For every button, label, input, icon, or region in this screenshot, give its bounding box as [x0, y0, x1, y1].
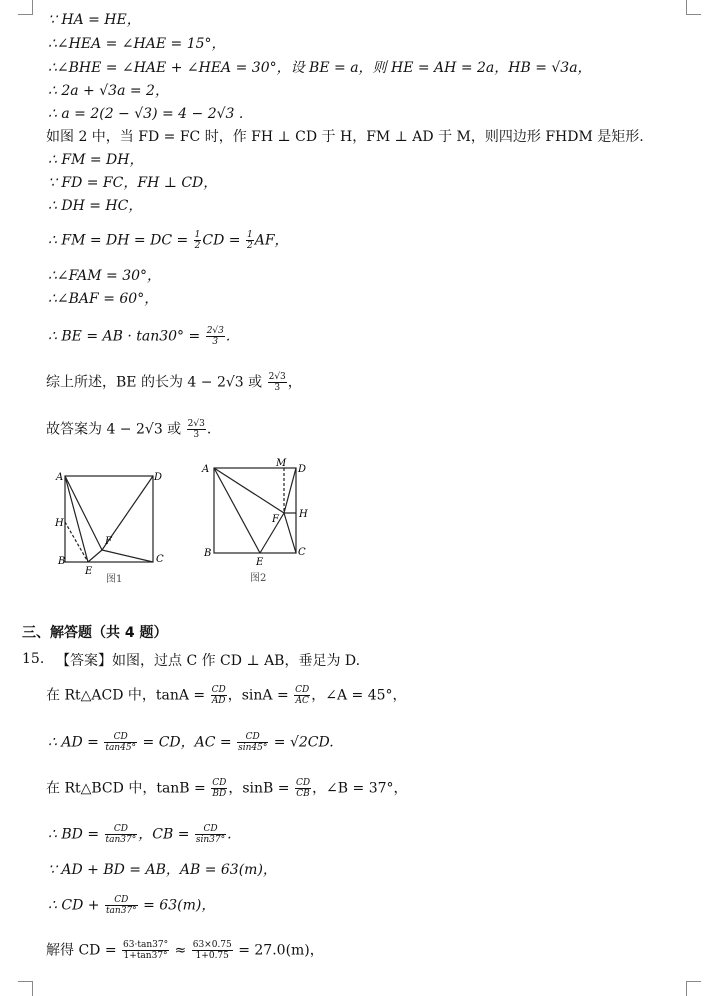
solution-line: ∴ a = 2(2 − √3) = 4 − 2√3 . — [48, 106, 244, 122]
text-segment: . — [227, 826, 232, 843]
solution-line: ∴∠BAF = 60°， — [48, 291, 159, 307]
solution-line: 如图 2 中，当 FD = FC 时，作 FH ⊥ CD 于 H，FM ⊥ AD 于 M，则四边形 FHDM 是矩形. — [46, 129, 644, 145]
solution-line: ∴∠HEA = ∠HAE = 15°， — [48, 36, 226, 52]
text-segment: ，∠B = 37°， — [312, 780, 408, 797]
fraction-numerator: CD — [212, 778, 227, 788]
vertex-label: D — [154, 472, 163, 483]
fraction-numerator: 1 — [246, 230, 253, 240]
solution-line — [46, 419, 211, 440]
vertex-label: M — [276, 458, 287, 469]
fraction-numerator: 2√3 — [206, 326, 224, 336]
fraction — [195, 824, 226, 845]
fraction-denominator: tan45° — [105, 743, 137, 753]
fraction-denominator: sin45° — [238, 743, 268, 753]
fraction-denominator: 3 — [212, 337, 219, 347]
vertex-label: F — [105, 536, 112, 547]
text-segment: ∴ BD = — [48, 826, 104, 843]
fraction — [295, 778, 311, 799]
text-segment: 在 Rt△ACD 中，tanA = — [46, 687, 210, 704]
fraction-numerator: 63×0.75 — [192, 940, 232, 950]
fraction — [211, 685, 227, 706]
vertex-label: H — [55, 518, 64, 529]
section-title: 三、解答题（共 4 题） — [22, 625, 168, 641]
fraction — [105, 895, 138, 916]
vertex-label: B — [204, 548, 212, 559]
text-segment: CD = — [202, 232, 245, 249]
text-segment: ， — [287, 374, 302, 391]
fraction-numerator: 63·tan37° — [123, 940, 169, 950]
fraction — [206, 326, 225, 347]
corner-mark-top-right — [686, 0, 701, 15]
text-segment: 在 Rt△BCD 中，tanB = — [46, 780, 211, 797]
solution-line — [48, 895, 215, 916]
vertex-label: A — [202, 464, 210, 475]
answer-intro: 【答案】如图，过点 C 作 CD ⊥ AB，垂足为 D. — [56, 653, 361, 669]
fraction-denominator: 3 — [193, 430, 200, 440]
text-segment: . — [225, 328, 231, 345]
vertex-label: A — [56, 472, 64, 483]
text-segment: = √2CD. — [269, 734, 334, 751]
fraction-numerator: CD — [195, 824, 226, 835]
text-segment: 综上所述，BE 的长为 4 − 2√3 或 — [46, 374, 267, 391]
fraction-denominator: AD — [211, 696, 226, 706]
fraction-denominator: 2 — [246, 241, 253, 251]
solution-line: ∴ 2a + √3a = 2， — [48, 83, 169, 99]
text-segment: 解得 CD = — [46, 942, 122, 959]
question-number: 15. — [22, 651, 45, 667]
text-segment: ∴ BE = AB · tan30° = — [48, 328, 205, 345]
vertex-label: C — [298, 547, 306, 558]
text-segment: ，sinB = — [228, 780, 294, 797]
text-segment: ，sinA = — [227, 687, 294, 704]
fraction-denominator: tan37° — [105, 906, 137, 916]
fraction — [268, 372, 287, 393]
figure-2-diagram — [198, 455, 323, 588]
solution-line: ∴ DH = HC， — [48, 198, 143, 214]
fraction-denominator: tan37° — [105, 835, 137, 845]
solution-line — [48, 824, 232, 845]
vertex-label: H — [299, 509, 308, 520]
fraction — [104, 732, 137, 753]
fraction-numerator: 1 — [194, 230, 201, 240]
fraction-denominator: 3 — [274, 383, 281, 393]
fraction — [122, 940, 169, 961]
solution-line: ∵ AD + BD = AB，AB = 63(m)， — [48, 862, 277, 878]
solution-line: ∴∠BHE = ∠HAE + ∠HEA = 30°，设 BE = a，则 HE = AH = 2a，HB = √3a， — [48, 60, 592, 76]
figure-1-diagram — [50, 462, 180, 586]
fraction — [194, 230, 202, 251]
fraction — [105, 824, 138, 845]
text-segment: = 27.0(m)， — [233, 942, 324, 959]
solution-line — [48, 732, 334, 753]
fraction-denominator: CB — [296, 789, 310, 799]
text-segment: = CD，AC = — [138, 734, 237, 751]
text-segment: = 63(m)， — [138, 897, 216, 914]
text-segment: 故答案为 4 − 2√3 或 — [46, 421, 186, 438]
fraction — [294, 685, 310, 706]
solution-line — [46, 940, 324, 961]
solution-line: ∵ FD = FC，FH ⊥ CD， — [48, 175, 218, 191]
fraction-denominator: BD — [212, 789, 227, 799]
solution-line — [48, 326, 230, 347]
fraction — [246, 230, 254, 251]
fraction-numerator: 2√3 — [187, 419, 205, 429]
solution-line — [46, 685, 407, 706]
solution-line — [46, 778, 408, 799]
vertex-label: E — [256, 557, 264, 568]
solution-line: ∴∠FAM = 30°， — [48, 268, 162, 284]
fraction-numerator: CD — [237, 732, 268, 743]
vertex-label: F — [272, 514, 279, 525]
vertex-label: C — [156, 554, 164, 565]
text-segment: ∴ AD = — [48, 734, 104, 751]
fraction-denominator: sin37° — [195, 835, 226, 845]
fraction-numerator: 2√3 — [268, 372, 286, 382]
text-segment: ，CB = — [138, 826, 194, 843]
fraction-numerator: CD — [295, 778, 311, 788]
corner-mark-bottom-left — [18, 981, 33, 996]
text-segment: AF， — [254, 232, 289, 249]
text-segment: ∴ CD + — [48, 897, 104, 914]
fraction — [192, 940, 233, 961]
fraction-numerator: CD — [211, 685, 226, 695]
figure-caption: 图2 — [250, 573, 267, 584]
fraction-numerator: CD — [105, 824, 138, 835]
solution-line — [46, 372, 302, 393]
corner-mark-top-left — [18, 0, 33, 15]
vertex-label: B — [58, 556, 66, 567]
solution-line — [48, 230, 289, 251]
text-segment: ∴ FM = DH = DC = — [48, 232, 193, 249]
text-segment: ≈ — [170, 942, 191, 959]
fraction — [237, 732, 268, 753]
fraction-numerator: CD — [104, 732, 137, 743]
fraction-denominator: AC — [295, 696, 309, 706]
fraction-denominator: 1+0.75 — [195, 951, 229, 961]
fraction-denominator: 2 — [194, 241, 201, 251]
fraction-numerator: CD — [105, 895, 138, 906]
vertex-label: E — [85, 566, 93, 577]
solution-line: ∴ FM = DH， — [48, 152, 144, 168]
figure-caption: 图1 — [106, 574, 123, 585]
fraction — [187, 419, 206, 440]
text-segment: . — [206, 421, 212, 438]
fraction-denominator: 1+tan37° — [123, 951, 168, 961]
corner-mark-bottom-right — [686, 981, 701, 996]
solution-line: ∵ HA = HE， — [48, 12, 141, 28]
vertex-label: D — [298, 464, 307, 475]
text-segment: ，∠A = 45°， — [311, 687, 407, 704]
fraction-numerator: CD — [295, 685, 310, 695]
fraction — [211, 778, 227, 799]
